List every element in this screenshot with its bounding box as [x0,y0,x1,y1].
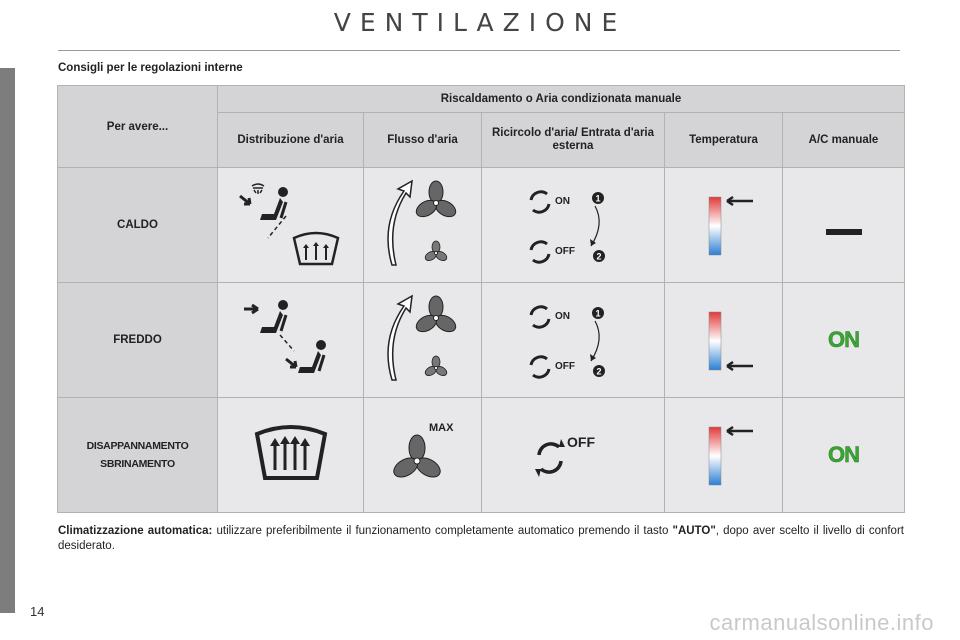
row-label-line-1: DISAPPANNAMENTO [86,440,189,452]
thermometer-hot-icon [689,415,759,495]
distribution-cell [218,398,364,513]
seat-face-feet-distribution-icon [236,295,346,385]
ac-on-badge: ON [828,327,859,352]
step-two-label: 2 [596,366,602,377]
ac-on-badge: ON [828,442,859,467]
ac-cell [783,283,905,398]
recirculation-on-off-icon [523,295,623,385]
ac-cell [783,168,905,283]
column-header-distribution: Distribuzione d'aria [218,113,364,168]
fan-increase-icon [378,175,468,275]
ac-off-dash [826,229,862,235]
table-row [58,283,905,398]
windscreen-defrost-icon [251,420,331,490]
column-header-ac: A/C manuale [783,113,905,168]
temperature-cell [665,168,783,283]
distribution-cell [218,283,364,398]
footer-paragraph [58,524,904,554]
page-title: VENTILAZIONE [333,8,627,37]
ac-cell [783,398,905,513]
footer-auto-key: "AUTO" [672,525,716,537]
page-number: 14 [30,604,45,619]
recirc-off-label: OFF [567,434,595,450]
footer-text-end: , dopo aver scelto il livello di confort desiderato. [58,525,904,552]
recirculation-cell [482,283,665,398]
step-one-label: 1 [595,193,601,204]
settings-table [57,85,905,513]
temperature-cell [665,283,783,398]
table-row [58,168,905,283]
airflow-cell [364,283,482,398]
row-label-line-2: SBRINAMENTO [100,458,175,470]
recirculation-on-off-icon [523,180,623,270]
row-label-caldo: CALDO [58,168,218,283]
temperature-cell [665,398,783,513]
footer-bold-lead: Climatizzazione automatica: [58,525,213,537]
step-one-label: 1 [595,308,601,319]
column-header-temperature: Temperatura [665,113,783,168]
column-header-recirculation: Ricircolo d'aria/ Entrata d'aria esterna [482,113,665,168]
table-row [58,398,905,513]
max-label: MAX [428,422,453,434]
recirc-on-label: ON [555,196,570,207]
group-header: Riscaldamento o Aria condizionata manuale [218,86,905,113]
row-label-freddo: FREDDO [58,283,218,398]
watermark: carmanualsonline.info [709,610,934,635]
corner-header: Per avere... [58,86,218,168]
recirculation-cell [482,168,665,283]
recirculation-off-icon [523,425,623,485]
thermometer-cold-icon [689,300,759,380]
seat-defrost-distribution-icon [236,180,346,270]
thermometer-hot-icon [689,185,759,265]
fan-max-icon [383,415,463,495]
step-two-label: 2 [596,251,602,262]
airflow-cell [364,168,482,283]
row-label-demist [58,398,218,513]
title-divider [58,50,900,51]
recirc-off-label: OFF [555,361,575,372]
side-tab-bar [0,68,15,613]
fan-increase-icon [378,290,468,390]
footer-text: utilizzare preferibilmente il funzionamento completamente automatico premendo il tasto [212,525,673,537]
recirc-on-label: ON [555,311,570,322]
airflow-cell [364,398,482,513]
distribution-cell [218,168,364,283]
column-header-airflow: Flusso d'aria [364,113,482,168]
recirculation-cell [482,398,665,513]
section-heading: Consigli per le regolazioni interne [58,62,243,74]
recirc-off-label: OFF [555,246,575,257]
